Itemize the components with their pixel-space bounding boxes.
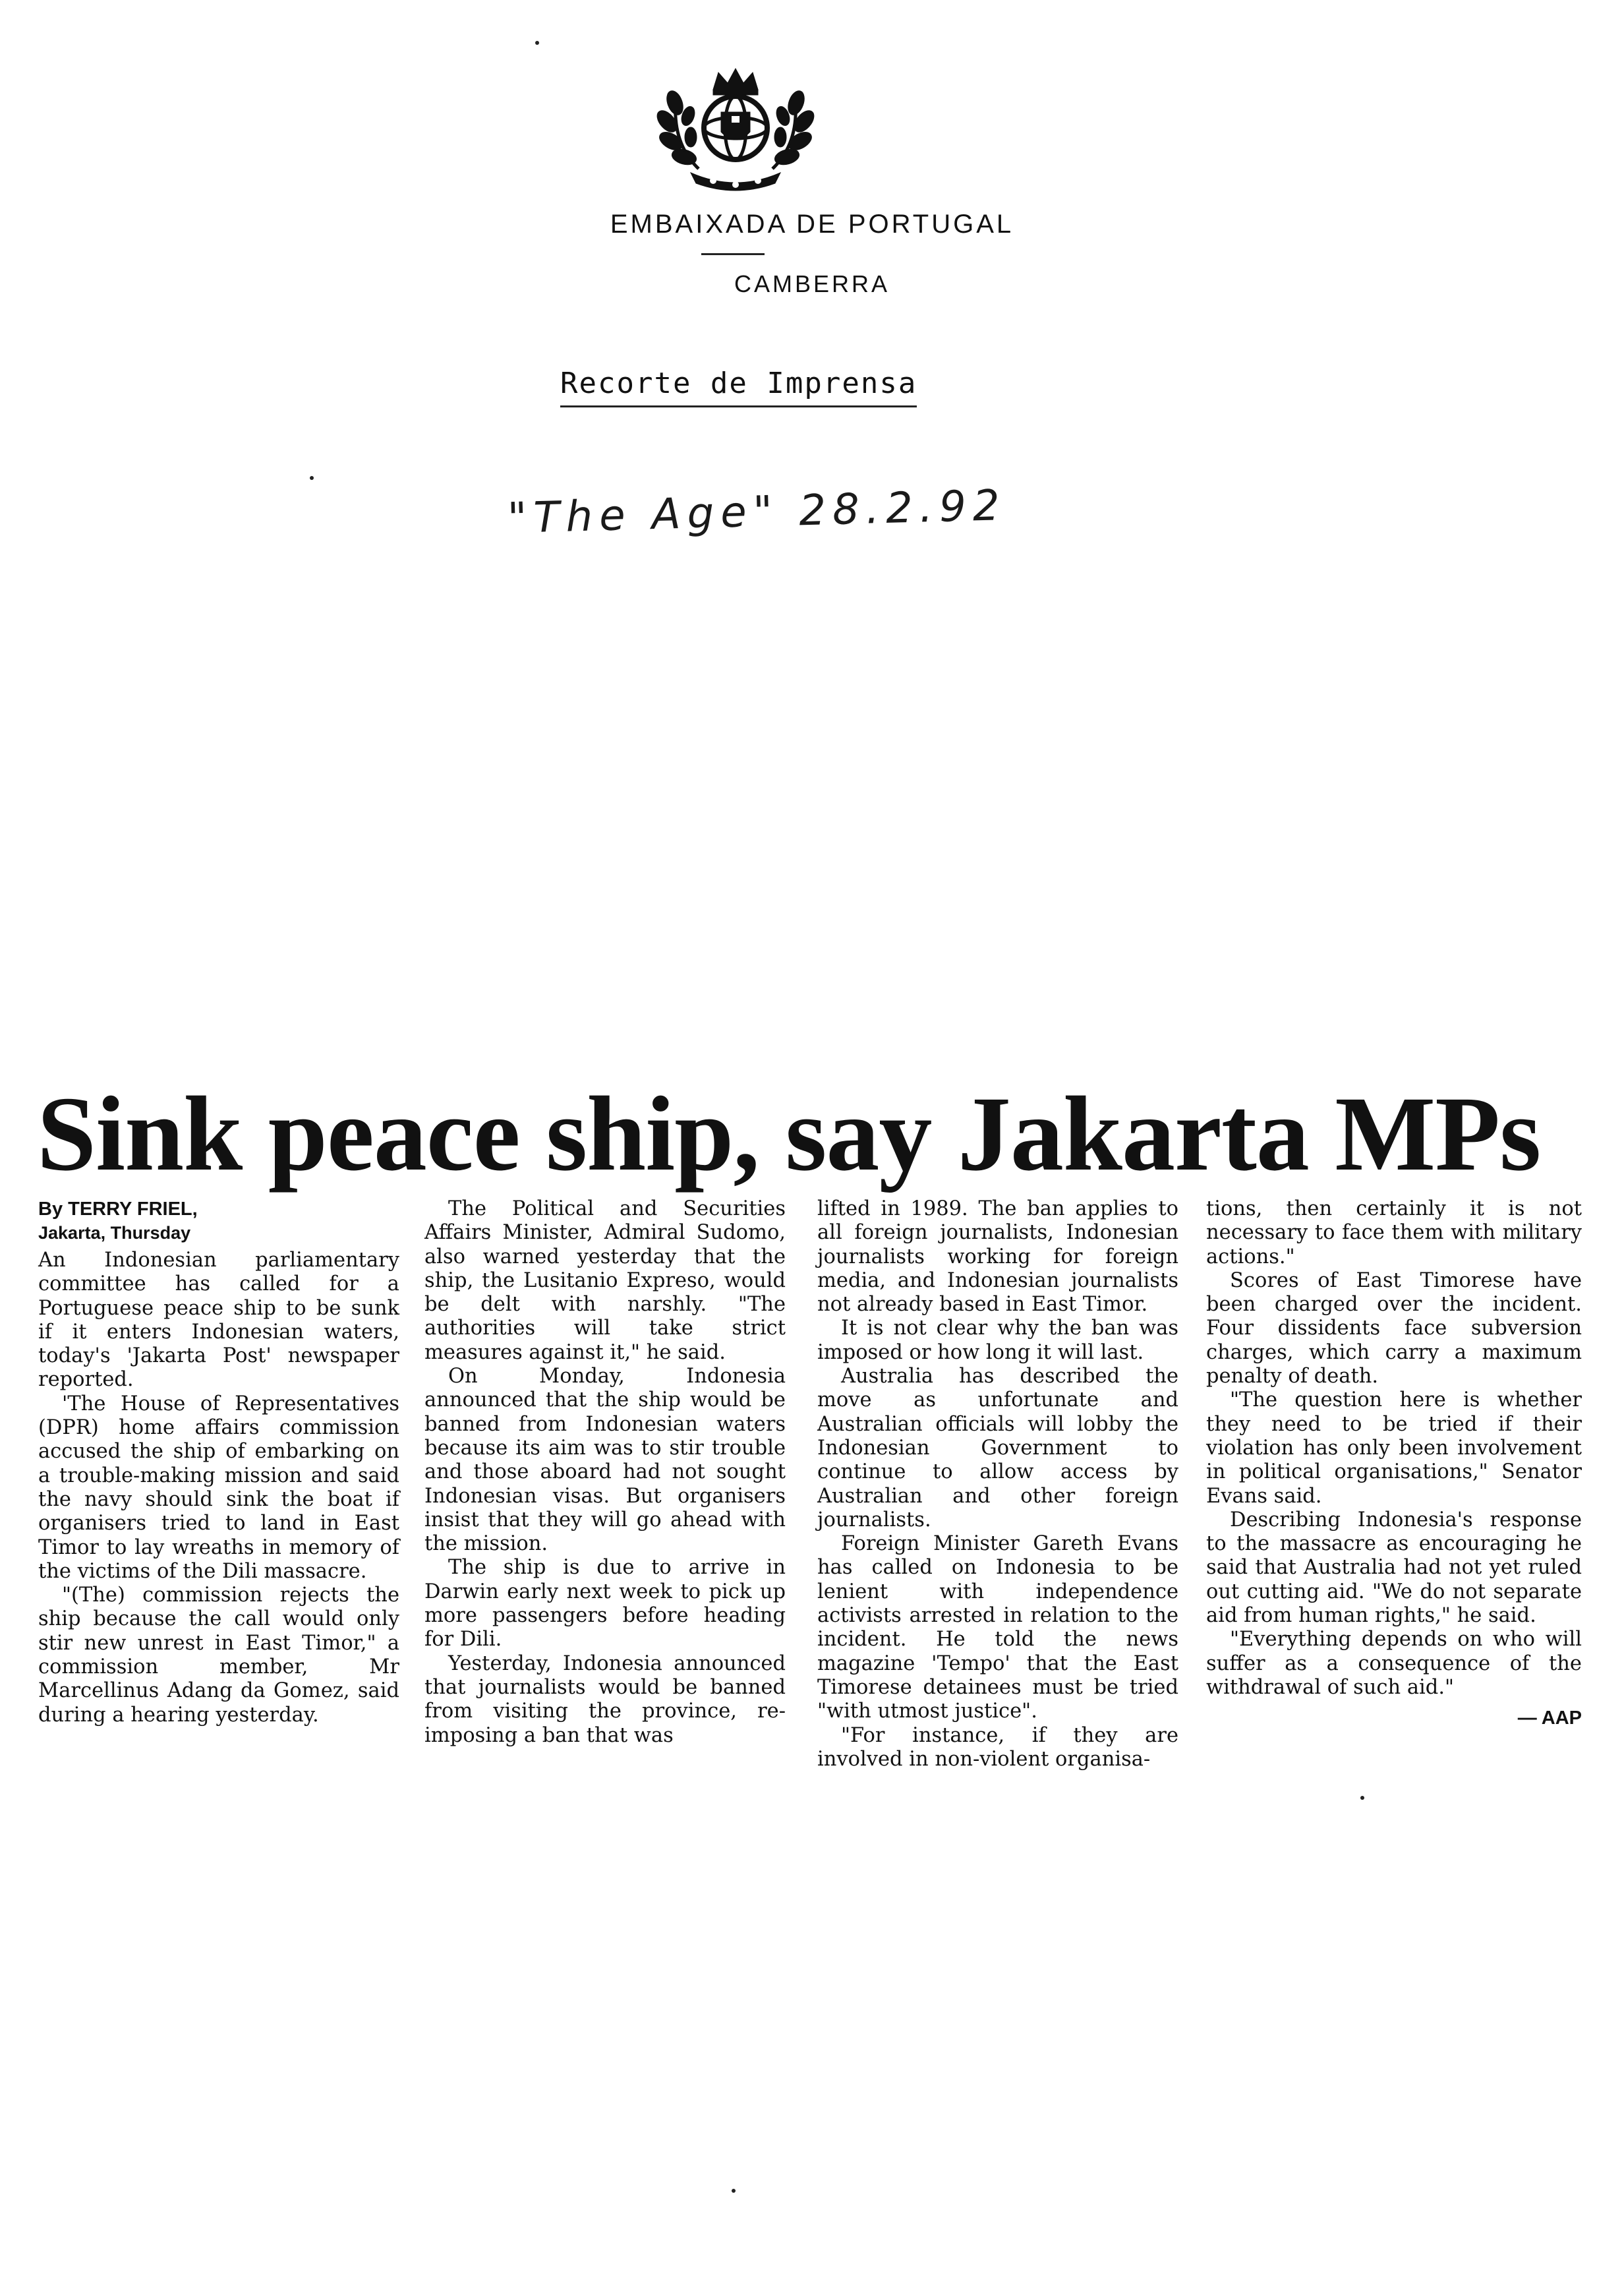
embassy-name: EMBAIXADA DE PORTUGAL (610, 210, 1014, 239)
paragraph: "(The) commission rejects the ship because the call would only stir new unrest in East Timor," a commission member, Mr Marcellinus Adang da Gomez, said during a hearing yesterday. (38, 1584, 399, 1727)
article-byline: By TERRY FRIEL, (38, 1199, 198, 1220)
header-divider (701, 253, 765, 255)
article-column-1 (38, 1197, 399, 1727)
paragraph: 'The House of Representatives (DPR) home affairs commission accused the ship of embarking on a trouble-making mission and said the navy should sink the boat if organisers tried to land in East Timor to lay wreaths in memory of the victims of the Dili massacre. (38, 1392, 399, 1583)
article-column-4 (1206, 1197, 1582, 1731)
article-headline: Sink peace ship, say Jakarta MPs (37, 1075, 1541, 1193)
handwritten-source-date: "The Age" 28.2.92 (507, 481, 1007, 543)
paragraph: Describing Indonesia's response to the massacre as encouraging he said that Australia had not yet ruled out cutting aid. "We do not separate aid from human rights," he said. (1206, 1508, 1582, 1628)
article-credit: — AAP (1517, 1708, 1582, 1729)
paragraph: An Indonesian parliamentary committee has called for a Portuguese peace ship to be sunk if it enters Indonesian waters, today's 'Jakarta Post' newspaper reported. (38, 1249, 399, 1392)
embassy-city: CAMBERRA (734, 270, 890, 297)
paragraph: Yesterday, Indonesia announced that journalists would be banned from visiting the province, re-imposing a ban that was (424, 1651, 786, 1747)
paragraph: lifted in 1989. The ban applies to all foreign journalists, Indonesian journalists working for foreign media, and Indonesian journalists not already based in East Timor. (817, 1197, 1178, 1317)
scan-speck (310, 476, 314, 480)
article-column-3 (817, 1197, 1178, 1771)
clipping-label: Recorte de Imprensa (560, 367, 917, 407)
paragraph: "For instance, if they are involved in non-violent organisa- (817, 1723, 1178, 1771)
paragraph: On Monday, Indonesia announced that the ship would be banned from Indonesian waters because its aim was to stir trouble and those aboard had not sought Indonesian visas. But organisers insist that they will go ahead with the mission. (424, 1365, 786, 1556)
paragraph: Foreign Minister Gareth Evans has called on Indonesia to be lenient with independence activists arrested in relation to the incident. He told the news magazine 'Tempo' that the East Timorese detainees must be tried "with utmost justice". (817, 1532, 1178, 1723)
paragraph: The ship is due to arrive in Darwin early next week to pick up more passengers before heading for Dili. (424, 1556, 786, 1651)
paragraph: Australia has described the move as unfortunate and Australian officials will lobby the Indonesian Government to continue to allow access by Australian and other foreign journalists. (817, 1365, 1178, 1531)
scan-speck (535, 41, 539, 45)
paragraph: tions, then certainly it is not necessary to face them with military actions." (1206, 1197, 1582, 1268)
scan-speck (1360, 1796, 1364, 1800)
scan-speck (732, 2189, 736, 2193)
paragraph: The Political and Securities Affairs Minister, Admiral Sudomo, also warned yesterday that the ship, the Lusitanio Expreso, would be delt with narshly. "The authorities will take strict measures against it," he said. (424, 1197, 786, 1364)
article-dateline: Jakarta, Thursday (38, 1223, 191, 1243)
coat-of-arms-seal (645, 63, 826, 193)
paragraph: Scores of East Timorese have been charged over the incident. Four dissidents face subversion charges, which carry a maximum penalty of death. (1206, 1268, 1582, 1388)
paragraph: It is not clear why the ban was imposed or how long it will last. (817, 1317, 1178, 1364)
paragraph: "Everything depends on who will suffer as a consequence of the withdrawal of such aid." (1206, 1628, 1582, 1699)
paragraph: "The question here is whether they need to be tried if their violation has only been involvement in political organisations," Senator Evans said. (1206, 1388, 1582, 1508)
article-column-2 (424, 1197, 786, 1748)
